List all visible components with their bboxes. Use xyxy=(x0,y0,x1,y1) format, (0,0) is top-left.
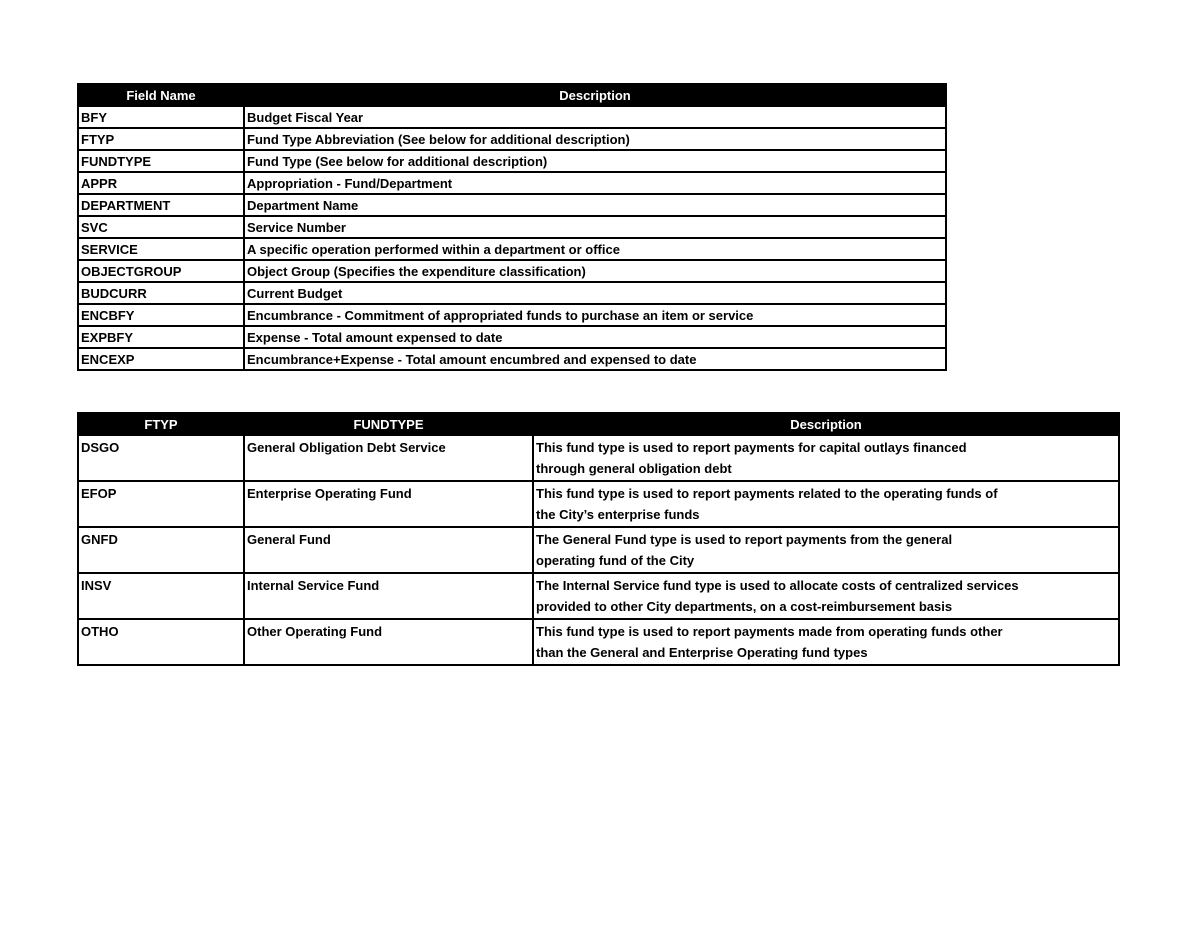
table-row xyxy=(78,172,946,194)
table-row xyxy=(78,128,946,150)
field-description-cell: Department Name xyxy=(244,194,946,216)
header-ftyp: FTYP xyxy=(78,413,244,435)
description-line: The General Fund type is used to report payments from the general xyxy=(536,532,953,547)
fund-description-cell xyxy=(533,573,1119,619)
field-name-cell: OBJECTGROUP xyxy=(78,260,244,282)
field-description-cell: Expense - Total amount expensed to date xyxy=(244,326,946,348)
fundtype-cell: General Obligation Debt Service xyxy=(244,435,533,481)
description-line: This fund type is used to report payments made from operating funds other xyxy=(536,624,1003,639)
table-row xyxy=(78,194,946,216)
field-description-cell: Fund Type Abbreviation (See below for additional description) xyxy=(244,128,946,150)
field-description-cell: Encumbrance+Expense - Total amount encumbred and expensed to date xyxy=(244,348,946,370)
fundtype-cell: Internal Service Fund xyxy=(244,573,533,619)
description-line: than the General and Enterprise Operating fund types xyxy=(536,645,868,660)
field-definitions-table xyxy=(77,83,947,371)
field-name-cell: DEPARTMENT xyxy=(78,194,244,216)
fund-description-cell xyxy=(533,435,1119,481)
table-row xyxy=(78,282,946,304)
description-line: operating fund of the City xyxy=(536,553,695,568)
description-line: The Internal Service fund type is used to allocate costs of centralized services xyxy=(536,578,1019,593)
ftyp-cell: EFOP xyxy=(78,481,244,527)
field-name-cell: BUDCURR xyxy=(78,282,244,304)
field-name-cell: ENCEXP xyxy=(78,348,244,370)
table-row xyxy=(78,304,946,326)
ftyp-cell: GNFD xyxy=(78,527,244,573)
field-description-cell: Budget Fiscal Year xyxy=(244,106,946,128)
field-name-cell: BFY xyxy=(78,106,244,128)
ftyp-cell: INSV xyxy=(78,573,244,619)
field-description-cell: Appropriation - Fund/Department xyxy=(244,172,946,194)
header-description: Description xyxy=(244,84,946,106)
fundtype-cell: General Fund xyxy=(244,527,533,573)
table-row xyxy=(78,527,1119,573)
header-field-name: Field Name xyxy=(78,84,244,106)
field-description-cell: Encumbrance - Commitment of appropriated funds to purchase an item or service xyxy=(244,304,946,326)
table-row xyxy=(78,150,946,172)
table-row xyxy=(78,106,946,128)
field-name-cell: FUNDTYPE xyxy=(78,150,244,172)
header-description: Description xyxy=(533,413,1119,435)
table-row xyxy=(78,435,1119,481)
field-description-cell: Object Group (Specifies the expenditure classification) xyxy=(244,260,946,282)
field-name-cell: SVC xyxy=(78,216,244,238)
field-description-cell: Service Number xyxy=(244,216,946,238)
header-row xyxy=(78,413,1119,435)
fund-types-table xyxy=(77,412,1120,666)
description-line: This fund type is used to report payments for capital outlays financed xyxy=(536,440,967,455)
ftyp-cell: OTHO xyxy=(78,619,244,665)
header-row xyxy=(78,84,946,106)
field-description-cell: A specific operation performed within a department or office xyxy=(244,238,946,260)
fund-description-cell xyxy=(533,481,1119,527)
field-name-cell: SERVICE xyxy=(78,238,244,260)
description-line: the City’s enterprise funds xyxy=(536,507,700,522)
field-name-cell: APPR xyxy=(78,172,244,194)
table-row xyxy=(78,238,946,260)
description-line: through general obligation debt xyxy=(536,461,732,476)
table-row xyxy=(78,481,1119,527)
field-name-cell: EXPBFY xyxy=(78,326,244,348)
field-description-cell: Current Budget xyxy=(244,282,946,304)
field-name-cell: FTYP xyxy=(78,128,244,150)
table-row xyxy=(78,348,946,370)
fundtype-cell: Enterprise Operating Fund xyxy=(244,481,533,527)
fund-description-cell xyxy=(533,619,1119,665)
fundtype-cell: Other Operating Fund xyxy=(244,619,533,665)
ftyp-cell: DSGO xyxy=(78,435,244,481)
table-row xyxy=(78,619,1119,665)
description-line: This fund type is used to report payments related to the operating funds of xyxy=(536,486,998,501)
table-row xyxy=(78,216,946,238)
field-name-cell: ENCBFY xyxy=(78,304,244,326)
header-fundtype: FUNDTYPE xyxy=(244,413,533,435)
table-row xyxy=(78,573,1119,619)
table-row xyxy=(78,260,946,282)
field-description-cell: Fund Type (See below for additional description) xyxy=(244,150,946,172)
fund-description-cell xyxy=(533,527,1119,573)
table-row xyxy=(78,326,946,348)
description-line: provided to other City departments, on a cost-reimbursement basis xyxy=(536,599,953,614)
